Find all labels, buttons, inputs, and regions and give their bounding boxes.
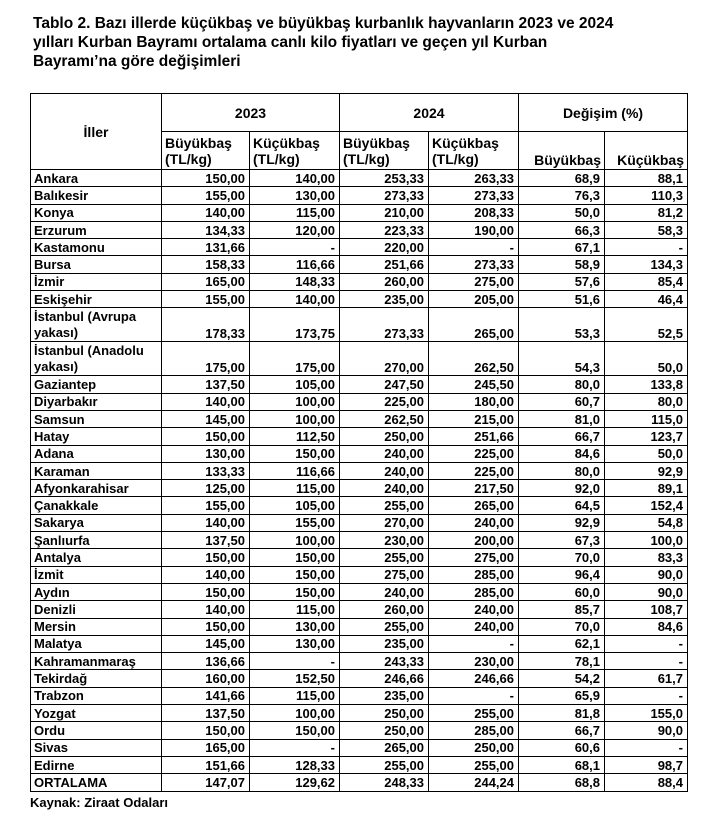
table-row <box>31 445 688 462</box>
cell-k2024: 251,66 <box>429 428 519 445</box>
cell-dk: 80,0 <box>605 393 688 410</box>
cell-b2023: 145,00 <box>162 635 250 652</box>
cell-b2023: 165,00 <box>162 273 250 290</box>
province-name: İstanbul (Anadolu yakası) <box>31 342 162 376</box>
cell-b2024: 260,00 <box>340 273 429 290</box>
cell-k2024: 263,33 <box>429 170 519 187</box>
header-change-kucukbas: Küçükbaş <box>605 132 688 170</box>
table-row <box>31 239 688 256</box>
cell-k2023: 130,00 <box>250 187 340 204</box>
cell-dk: 134,3 <box>605 256 688 273</box>
table-row <box>31 583 688 600</box>
cell-k2024: 273,33 <box>429 256 519 273</box>
cell-dk: 108,7 <box>605 601 688 618</box>
cell-db: 80,0 <box>519 462 605 479</box>
cell-b2024: 210,00 <box>340 204 429 221</box>
cell-dk: 88,1 <box>605 170 688 187</box>
cell-b2023: 136,66 <box>162 653 250 670</box>
cell-b2023: 137,50 <box>162 705 250 722</box>
province-name: Hatay <box>31 428 162 445</box>
cell-dk: 85,4 <box>605 273 688 290</box>
cell-b2024: 275,00 <box>340 566 429 583</box>
cell-b2023: 145,00 <box>162 410 250 427</box>
cell-db: 54,3 <box>519 342 605 376</box>
price-table <box>30 93 688 792</box>
cell-b2023: 140,00 <box>162 514 250 531</box>
cell-db: 50,0 <box>519 204 605 221</box>
cell-k2024: 215,00 <box>429 410 519 427</box>
table-row <box>31 410 688 427</box>
table-row <box>31 514 688 531</box>
cell-b2023: 151,66 <box>162 756 250 773</box>
header-2024-buyukbas: Büyükbaş (TL/kg) <box>340 132 429 170</box>
cell-db: 68,8 <box>519 774 605 791</box>
cell-b2024: 273,33 <box>340 308 429 342</box>
cell-k2024: 285,00 <box>429 583 519 600</box>
cell-b2023: 140,00 <box>162 566 250 583</box>
cell-k2024: - <box>429 635 519 652</box>
cell-b2024: 255,00 <box>340 549 429 566</box>
table-row <box>31 256 688 273</box>
cell-k2023: 140,00 <box>250 170 340 187</box>
cell-dk: - <box>605 739 688 756</box>
cell-k2024: 275,00 <box>429 549 519 566</box>
cell-dk: - <box>605 239 688 256</box>
cell-b2024: 235,00 <box>340 291 429 308</box>
table-row <box>31 756 688 773</box>
cell-k2024: 217,50 <box>429 480 519 497</box>
province-name: ORTALAMA <box>31 774 162 791</box>
cell-dk: 46,4 <box>605 291 688 308</box>
cell-b2023: 150,00 <box>162 583 250 600</box>
title-line: yılları Kurban Bayramı ortalama canlı kilo fiyatları ve geçen yıl Kurban <box>33 34 548 51</box>
cell-k2023: - <box>250 653 340 670</box>
province-name: Diyarbakır <box>31 393 162 410</box>
table-row <box>31 342 688 376</box>
cell-k2024: 285,00 <box>429 722 519 739</box>
cell-b2023: 125,00 <box>162 480 250 497</box>
cell-k2023: 116,66 <box>250 462 340 479</box>
table-row <box>31 705 688 722</box>
cell-b2024: 253,33 <box>340 170 429 187</box>
cell-k2024: 275,00 <box>429 273 519 290</box>
title-line: Bayramı’na göre değişimleri <box>33 53 241 70</box>
header-group-change: Değişim (%) <box>519 94 688 132</box>
cell-k2024: 246,66 <box>429 670 519 687</box>
header-2024-kucukbas: Küçükbaş (TL/kg) <box>429 132 519 170</box>
cell-k2023: 100,00 <box>250 410 340 427</box>
cell-dk: 152,4 <box>605 497 688 514</box>
province-name: Kastamonu <box>31 239 162 256</box>
cell-b2023: 160,00 <box>162 670 250 687</box>
cell-k2023: 115,00 <box>250 601 340 618</box>
cell-k2024: 225,00 <box>429 462 519 479</box>
cell-b2024: 240,00 <box>340 583 429 600</box>
table-row <box>31 170 688 187</box>
cell-db: 51,6 <box>519 291 605 308</box>
province-name: Konya <box>31 204 162 221</box>
cell-k2023: 116,66 <box>250 256 340 273</box>
cell-b2024: 223,33 <box>340 221 429 238</box>
cell-k2024: 250,00 <box>429 739 519 756</box>
cell-b2023: 150,00 <box>162 549 250 566</box>
table-row <box>31 480 688 497</box>
table-row <box>31 635 688 652</box>
province-name: Erzurum <box>31 221 162 238</box>
table-row <box>31 618 688 635</box>
province-name: Mersin <box>31 618 162 635</box>
cell-k2024: 245,50 <box>429 376 519 393</box>
cell-b2023: 175,00 <box>162 342 250 376</box>
table-row <box>31 566 688 583</box>
cell-dk: - <box>605 687 688 704</box>
cell-db: 96,4 <box>519 566 605 583</box>
cell-b2024: 235,00 <box>340 687 429 704</box>
table-row <box>31 549 688 566</box>
cell-k2023: 150,00 <box>250 566 340 583</box>
cell-b2024: 255,00 <box>340 618 429 635</box>
cell-db: 65,9 <box>519 687 605 704</box>
cell-b2023: 134,33 <box>162 221 250 238</box>
cell-b2023: 165,00 <box>162 739 250 756</box>
cell-db: 80,0 <box>519 376 605 393</box>
cell-k2024: 240,00 <box>429 618 519 635</box>
province-name: Edirne <box>31 756 162 773</box>
province-name: Ankara <box>31 170 162 187</box>
cell-db: 68,9 <box>519 170 605 187</box>
table-title <box>33 14 683 71</box>
cell-k2024: 208,33 <box>429 204 519 221</box>
cell-db: 81,8 <box>519 705 605 722</box>
cell-dk: 115,0 <box>605 410 688 427</box>
province-name: İzmir <box>31 273 162 290</box>
cell-b2024: 250,00 <box>340 428 429 445</box>
cell-db: 60,0 <box>519 583 605 600</box>
cell-k2024: 285,00 <box>429 566 519 583</box>
table-row <box>31 497 688 514</box>
table-row <box>31 291 688 308</box>
cell-dk: 133,8 <box>605 376 688 393</box>
cell-b2024: 247,50 <box>340 376 429 393</box>
province-name: Ordu <box>31 722 162 739</box>
table-row <box>31 670 688 687</box>
cell-b2024: 230,00 <box>340 532 429 549</box>
cell-dk: 100,0 <box>605 532 688 549</box>
province-name: İzmit <box>31 566 162 583</box>
cell-b2024: 262,50 <box>340 410 429 427</box>
cell-dk: 89,1 <box>605 480 688 497</box>
cell-db: 67,1 <box>519 239 605 256</box>
province-name: Tekirdağ <box>31 670 162 687</box>
cell-k2024: - <box>429 239 519 256</box>
cell-k2023: 128,33 <box>250 756 340 773</box>
table-row <box>31 739 688 756</box>
table-row <box>31 774 688 791</box>
header-2023-buyukbas: Büyükbaş (TL/kg) <box>162 132 250 170</box>
cell-k2024: 240,00 <box>429 514 519 531</box>
cell-k2024: - <box>429 687 519 704</box>
cell-db: 92,0 <box>519 480 605 497</box>
cell-dk: 83,3 <box>605 549 688 566</box>
table-row <box>31 376 688 393</box>
province-name: Samsun <box>31 410 162 427</box>
cell-dk: 61,7 <box>605 670 688 687</box>
province-name: Şanlıurfa <box>31 532 162 549</box>
cell-k2023: 100,00 <box>250 532 340 549</box>
cell-b2024: 240,00 <box>340 480 429 497</box>
table-row <box>31 393 688 410</box>
cell-dk: - <box>605 653 688 670</box>
cell-dk: 81,2 <box>605 204 688 221</box>
cell-dk: 84,6 <box>605 618 688 635</box>
province-name: Yozgat <box>31 705 162 722</box>
cell-db: 76,3 <box>519 187 605 204</box>
province-name: Eskişehir <box>31 291 162 308</box>
cell-dk: 58,3 <box>605 221 688 238</box>
cell-b2024: 240,00 <box>340 445 429 462</box>
cell-db: 60,7 <box>519 393 605 410</box>
table-row <box>31 687 688 704</box>
cell-k2023: - <box>250 739 340 756</box>
province-name: Antalya <box>31 549 162 566</box>
title-line: Tablo 2. Bazı illerde küçükbaş ve büyükbaş kurbanlık hayvanların 2023 ve 2024 <box>33 15 614 32</box>
cell-dk: 50,0 <box>605 445 688 462</box>
province-name: Çanakkale <box>31 497 162 514</box>
cell-b2023: 155,00 <box>162 187 250 204</box>
cell-b2024: 270,00 <box>340 514 429 531</box>
cell-b2023: 158,33 <box>162 256 250 273</box>
cell-db: 81,0 <box>519 410 605 427</box>
table-row <box>31 273 688 290</box>
cell-k2024: 230,00 <box>429 653 519 670</box>
cell-dk: 123,7 <box>605 428 688 445</box>
cell-k2023: 130,00 <box>250 635 340 652</box>
cell-dk: 92,9 <box>605 462 688 479</box>
header-group-2023: 2023 <box>162 94 340 132</box>
cell-k2023: - <box>250 239 340 256</box>
cell-b2023: 150,00 <box>162 722 250 739</box>
cell-b2024: 225,00 <box>340 393 429 410</box>
cell-k2024: 200,00 <box>429 532 519 549</box>
table-row <box>31 204 688 221</box>
cell-k2023: 115,00 <box>250 687 340 704</box>
cell-db: 60,6 <box>519 739 605 756</box>
cell-b2024: 273,33 <box>340 187 429 204</box>
province-name: Denizli <box>31 601 162 618</box>
province-name: Kahramanmaraş <box>31 653 162 670</box>
cell-k2023: 100,00 <box>250 393 340 410</box>
cell-b2024: 250,00 <box>340 705 429 722</box>
cell-b2023: 137,50 <box>162 376 250 393</box>
cell-k2023: 150,00 <box>250 549 340 566</box>
cell-b2024: 220,00 <box>340 239 429 256</box>
cell-dk: 90,0 <box>605 583 688 600</box>
cell-db: 66,7 <box>519 428 605 445</box>
cell-db: 78,1 <box>519 653 605 670</box>
header-group-2024: 2024 <box>340 94 519 132</box>
cell-dk: - <box>605 635 688 652</box>
cell-k2023: 150,00 <box>250 583 340 600</box>
cell-k2024: 265,00 <box>429 308 519 342</box>
cell-b2023: 141,66 <box>162 687 250 704</box>
cell-k2024: 273,33 <box>429 187 519 204</box>
header-change-buyukbas: Büyükbaş <box>519 132 605 170</box>
cell-db: 57,6 <box>519 273 605 290</box>
cell-k2024: 265,00 <box>429 497 519 514</box>
table-row <box>31 187 688 204</box>
cell-b2023: 150,00 <box>162 428 250 445</box>
cell-k2024: 180,00 <box>429 393 519 410</box>
cell-b2023: 130,00 <box>162 445 250 462</box>
source-note: Kaynak: Ziraat Odaları <box>30 795 168 810</box>
cell-db: 66,3 <box>519 221 605 238</box>
cell-k2023: 112,50 <box>250 428 340 445</box>
cell-k2024: 225,00 <box>429 445 519 462</box>
cell-k2023: 115,00 <box>250 204 340 221</box>
cell-b2024: 255,00 <box>340 497 429 514</box>
cell-b2024: 251,66 <box>340 256 429 273</box>
cell-b2023: 133,33 <box>162 462 250 479</box>
cell-k2023: 148,33 <box>250 273 340 290</box>
cell-db: 70,0 <box>519 618 605 635</box>
cell-b2023: 155,00 <box>162 291 250 308</box>
cell-b2023: 150,00 <box>162 618 250 635</box>
table-row <box>31 462 688 479</box>
table-row <box>31 532 688 549</box>
province-name: Malatya <box>31 635 162 652</box>
cell-b2024: 260,00 <box>340 601 429 618</box>
cell-b2024: 265,00 <box>340 739 429 756</box>
cell-b2023: 131,66 <box>162 239 250 256</box>
cell-dk: 88,4 <box>605 774 688 791</box>
cell-b2023: 140,00 <box>162 601 250 618</box>
cell-db: 67,3 <box>519 532 605 549</box>
province-name: Trabzon <box>31 687 162 704</box>
cell-b2024: 270,00 <box>340 342 429 376</box>
cell-k2023: 140,00 <box>250 291 340 308</box>
cell-db: 58,9 <box>519 256 605 273</box>
cell-k2023: 129,62 <box>250 774 340 791</box>
cell-k2024: 262,50 <box>429 342 519 376</box>
province-name: Aydın <box>31 583 162 600</box>
cell-db: 92,9 <box>519 514 605 531</box>
province-name: Karaman <box>31 462 162 479</box>
table-row <box>31 722 688 739</box>
province-name: Gaziantep <box>31 376 162 393</box>
cell-b2023: 150,00 <box>162 170 250 187</box>
cell-k2023: 105,00 <box>250 497 340 514</box>
cell-dk: 155,0 <box>605 705 688 722</box>
cell-k2023: 100,00 <box>250 705 340 722</box>
table-row <box>31 221 688 238</box>
cell-b2024: 240,00 <box>340 462 429 479</box>
cell-b2023: 140,00 <box>162 204 250 221</box>
cell-b2023: 140,00 <box>162 393 250 410</box>
cell-db: 70,0 <box>519 549 605 566</box>
cell-db: 66,7 <box>519 722 605 739</box>
cell-k2023: 105,00 <box>250 376 340 393</box>
province-name: Balıkesir <box>31 187 162 204</box>
table-body <box>31 170 688 792</box>
cell-k2023: 150,00 <box>250 445 340 462</box>
cell-dk: 98,7 <box>605 756 688 773</box>
cell-k2024: 244,24 <box>429 774 519 791</box>
cell-dk: 90,0 <box>605 722 688 739</box>
cell-db: 62,1 <box>519 635 605 652</box>
cell-dk: 54,8 <box>605 514 688 531</box>
cell-k2023: 120,00 <box>250 221 340 238</box>
table-row <box>31 601 688 618</box>
province-name: Sivas <box>31 739 162 756</box>
cell-dk: 110,3 <box>605 187 688 204</box>
cell-b2023: 178,33 <box>162 308 250 342</box>
cell-k2023: 115,00 <box>250 480 340 497</box>
cell-db: 68,1 <box>519 756 605 773</box>
cell-b2023: 147,07 <box>162 774 250 791</box>
header-2023-kucukbas: Küçükbaş (TL/kg) <box>250 132 340 170</box>
province-name: Adana <box>31 445 162 462</box>
cell-b2023: 155,00 <box>162 497 250 514</box>
header-iller: İller <box>31 94 162 170</box>
cell-k2023: 130,00 <box>250 618 340 635</box>
cell-dk: 90,0 <box>605 566 688 583</box>
cell-b2024: 243,33 <box>340 653 429 670</box>
cell-dk: 52,5 <box>605 308 688 342</box>
cell-b2024: 235,00 <box>340 635 429 652</box>
province-name: İstanbul (Avrupa yakası) <box>31 308 162 342</box>
table-row <box>31 653 688 670</box>
province-name: Sakarya <box>31 514 162 531</box>
cell-db: 85,7 <box>519 601 605 618</box>
cell-b2024: 248,33 <box>340 774 429 791</box>
cell-k2023: 175,00 <box>250 342 340 376</box>
cell-k2023: 155,00 <box>250 514 340 531</box>
cell-k2024: 190,00 <box>429 221 519 238</box>
cell-k2024: 205,00 <box>429 291 519 308</box>
cell-db: 64,5 <box>519 497 605 514</box>
cell-db: 53,3 <box>519 308 605 342</box>
cell-k2024: 255,00 <box>429 705 519 722</box>
cell-k2023: 173,75 <box>250 308 340 342</box>
cell-b2024: 255,00 <box>340 756 429 773</box>
cell-k2023: 152,50 <box>250 670 340 687</box>
province-name: Bursa <box>31 256 162 273</box>
table-row <box>31 428 688 445</box>
table-row <box>31 308 688 342</box>
cell-db: 84,6 <box>519 445 605 462</box>
cell-k2023: 150,00 <box>250 722 340 739</box>
cell-b2024: 250,00 <box>340 722 429 739</box>
province-name: Afyonkarahisar <box>31 480 162 497</box>
cell-db: 54,2 <box>519 670 605 687</box>
cell-dk: 50,0 <box>605 342 688 376</box>
cell-k2024: 255,00 <box>429 756 519 773</box>
cell-b2023: 137,50 <box>162 532 250 549</box>
cell-b2024: 246,66 <box>340 670 429 687</box>
cell-k2024: 240,00 <box>429 601 519 618</box>
